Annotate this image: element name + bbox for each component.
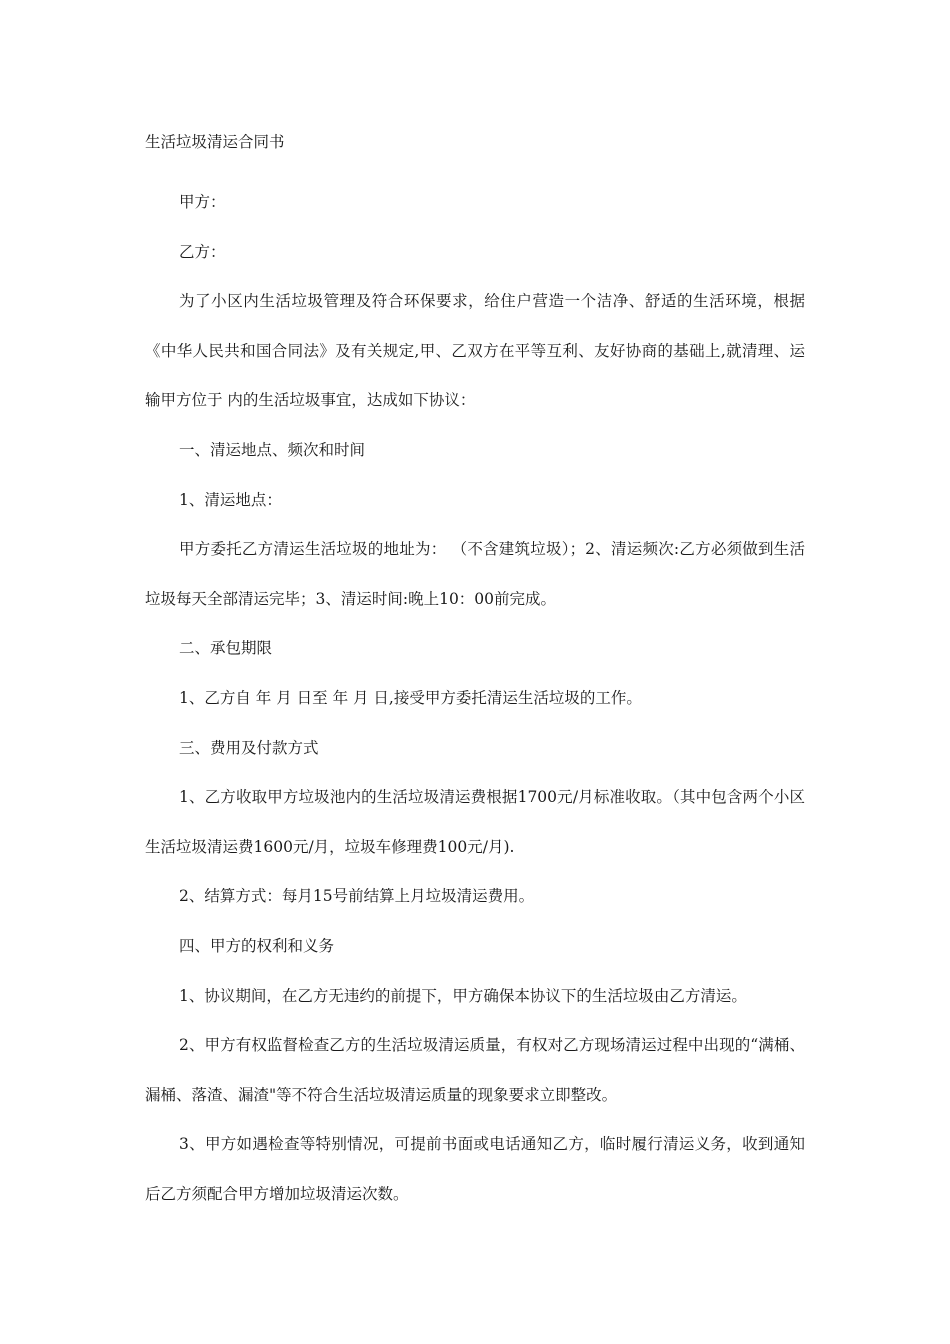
preamble-paragraph: 为了小区内生活垃圾管理及符合环保要求，给住户营造一个洁净、舒适的生活环境，根据《中华人民共和国合同法》及有关规定,甲、乙双方在平等互利、友好协商的基础上,就清理、运输甲方位于 内的生活垃圾事宜，达成如下协议： xyxy=(145,292,805,410)
clause-3-2: 2、结算方式：每月15号前结算上月垃圾清运费用。 xyxy=(179,887,535,906)
clause-4-3: 3、甲方如遇检查等特别情况，可提前书面或电话通知乙方，临时履行清运义务，收到通知后乙方须配合甲方增加垃圾清运次数。 xyxy=(145,1135,805,1203)
clause-3-1: 1、乙方收取甲方垃圾池内的生活垃圾清运费根据1700元/月标准收取。（其中包含两个小区生活垃圾清运费1600元/月，垃圾车修理费100元/月). xyxy=(145,788,805,856)
document-title: 生活垃圾清运合同书 xyxy=(145,133,285,151)
section-heading-4: 四、甲方的权利和义务 xyxy=(179,936,335,955)
party-b-line: 乙方： xyxy=(179,242,226,261)
clause-1-1: 1、清运地点： xyxy=(179,490,282,509)
document-body xyxy=(145,178,805,1219)
clause-location-detail: 甲方委托乙方清运生活垃圾的地址为： （不含建筑垃圾）；2、清运频次:乙方必须做到生活垃圾每天全部清运完毕；3、清运时间:晚上10：00前完成。 xyxy=(145,540,805,608)
section-heading-2: 二、承包期限 xyxy=(179,639,273,658)
section-heading-1: 一、清运地点、频次和时间 xyxy=(179,440,366,459)
clause-4-2: 2、甲方有权监督检查乙方的生活垃圾清运质量，有权对乙方现场清运过程中出现的“满桶、漏桶、落渣、漏渣"等不符合生活垃圾清运质量的现象要求立即整改。 xyxy=(145,1036,805,1104)
section-heading-3: 三、费用及付款方式 xyxy=(179,738,319,757)
clause-2-1: 1、乙方自 年 月 日至 年 月 日,接受甲方委托清运生活垃圾的工作。 xyxy=(179,688,642,707)
clause-4-1: 1、协议期间，在乙方无违约的前提下，甲方确保本协议下的生活垃圾由乙方清运。 xyxy=(179,986,747,1005)
party-a-line: 甲方： xyxy=(179,193,226,211)
